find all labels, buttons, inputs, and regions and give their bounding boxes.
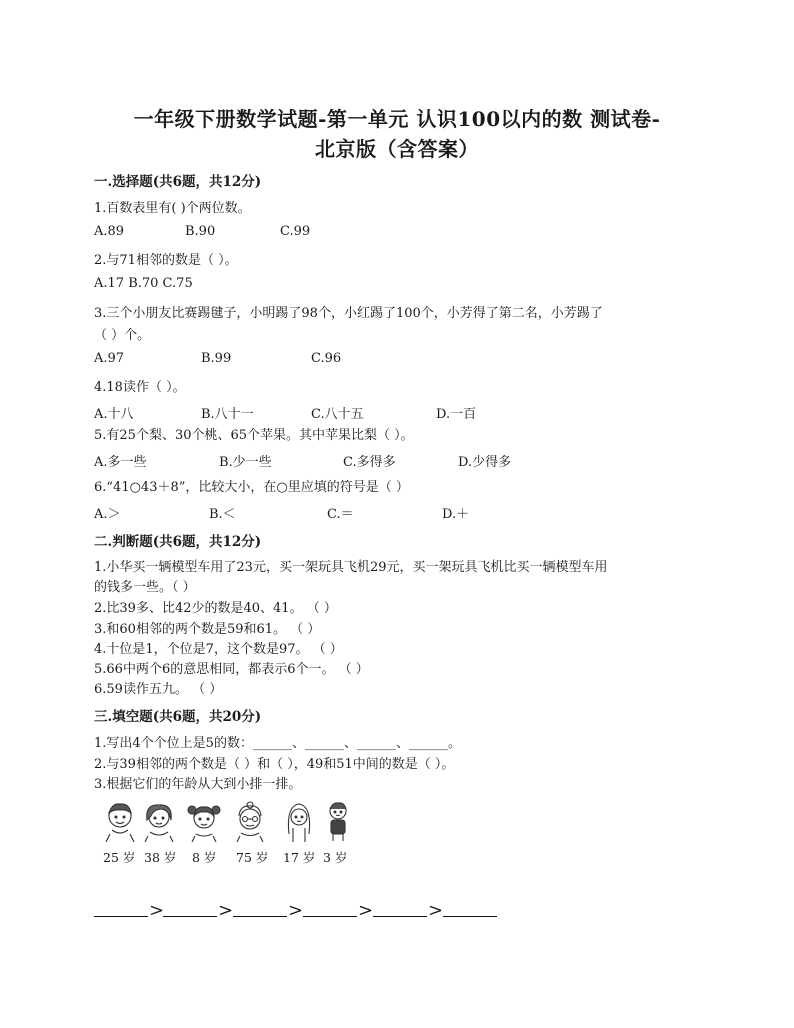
grandma-icon — [232, 800, 268, 842]
toddler-icon — [320, 800, 356, 842]
s1-q6-opt-b: B.＜ — [209, 507, 236, 522]
s1-q1: 1.百数表里有( )个两位数。 — [94, 201, 251, 216]
section2-heading: 二.判断题(共6题，共12分) — [94, 534, 262, 550]
s2-q6: 6.59读作五九。 （ ） — [94, 682, 223, 697]
answer-blank[interactable] — [233, 916, 287, 917]
answer-blank[interactable] — [163, 916, 217, 917]
s1-q5-opt-b: B.少一些 — [219, 455, 272, 470]
s1-q3-cont: （ ）个。 — [94, 328, 151, 343]
s1-q5: 5.有25个梨、30个桃、65个苹果。其中苹果比梨（ ）。 — [94, 428, 414, 443]
s1-q6-opt-d: D.＋ — [442, 507, 470, 522]
greater-than-symbol: > — [288, 900, 304, 921]
s1-q3-opt-a: A.97 — [94, 351, 125, 366]
section1-heading: 一.选择题(共6题，共12分) — [94, 174, 262, 190]
s1-q4-opt-a: A.十八 — [94, 407, 134, 422]
s2-q2: 2.比39多、比42少的数是40、41。 （ ） — [94, 601, 337, 616]
age-label: 25 岁 — [103, 850, 136, 865]
s2-q5: 5.66中两个6的意思相同，都表示6个一。 （ ） — [94, 662, 369, 677]
s3-q3: 3.根据它们的年龄从大到小排一排。 — [94, 777, 302, 792]
boy-icon — [102, 800, 138, 842]
s1-q1-opt-b: B.90 — [185, 224, 216, 239]
age-label: 3 岁 — [323, 850, 348, 865]
s2-q1-cont: 的钱多一些。（ ） — [94, 580, 196, 595]
s1-q5-opt-a: A.多一些 — [94, 455, 147, 470]
s2-q1: 1.小华买一辆模型车用了23元，买一架玩具飞机29元，买一架玩具飞机比买一辆模型车用 — [94, 560, 608, 575]
s3-q2: 2.与39相邻的两个数是（ ）和（ ），49和51中间的数是（ ）。 — [94, 757, 455, 772]
s1-q6: 6.“41○43＋8”，比较大小，在○里应填的符号是（ ） — [94, 480, 409, 495]
answer-blank[interactable] — [443, 916, 497, 917]
s1-q3: 3.三个小朋友比赛踢毽子，小明踢了98个，小红踢了100个，小芳得了第二名，小芳踢了 — [94, 306, 603, 321]
greater-than-symbol: > — [149, 900, 165, 921]
greater-than-symbol: > — [428, 900, 444, 921]
answer-blank[interactable] — [94, 916, 148, 917]
s1-q1-opt-c: C.99 — [280, 224, 311, 239]
s1-q1-opt-a: A.89 — [94, 224, 125, 239]
age-label: 38 岁 — [144, 850, 177, 865]
s1-q5-opt-d: D.少得多 — [458, 455, 512, 470]
s2-q3: 3.和60相邻的两个数是59和61。 （ ） — [94, 622, 321, 637]
teen-girl-icon — [281, 800, 317, 842]
s1-q2: 2.与71相邻的数是（ ）。 — [94, 253, 238, 268]
s1-q3-opt-b: B.99 — [201, 351, 232, 366]
answer-blank[interactable] — [303, 916, 357, 917]
age-label: 8 岁 — [192, 850, 217, 865]
girl-icon — [186, 800, 222, 842]
s1-q4-opt-b: B.八十一 — [201, 407, 254, 422]
s1-q4-opt-d: D.一百 — [436, 407, 477, 422]
s1-q5-opt-c: C.多得多 — [343, 455, 396, 470]
greater-than-symbol: > — [218, 900, 234, 921]
age-label: 75 岁 — [236, 850, 269, 865]
s1-q2-opts: A.17 B.70 C.75 — [94, 276, 193, 291]
answer-blank[interactable] — [373, 916, 427, 917]
s2-q4: 4.十位是1，个位是7，这个数是97。 （ ） — [94, 642, 343, 657]
s1-q3-opt-c: C.96 — [311, 351, 342, 366]
doc-title-line2: 北京版（含答案） — [315, 137, 479, 161]
doc-title-line1: 一年级下册数学试题-第一单元 认识100以内的数 测试卷- — [133, 107, 661, 131]
s3-q1: 1.写出4个个位上是5的数：______、______、______、______。 — [94, 736, 461, 751]
greater-than-symbol: > — [358, 900, 374, 921]
s1-q4: 4.18读作（ ）。 — [94, 380, 186, 395]
s1-q6-opt-a: A.＞ — [94, 507, 121, 522]
woman-icon — [141, 800, 177, 842]
section3-heading: 三.填空题(共6题，共20分) — [94, 709, 262, 725]
age-label: 17 岁 — [283, 850, 316, 865]
s1-q6-opt-c: C.＝ — [327, 507, 354, 522]
s1-q4-opt-c: C.八十五 — [311, 407, 364, 422]
